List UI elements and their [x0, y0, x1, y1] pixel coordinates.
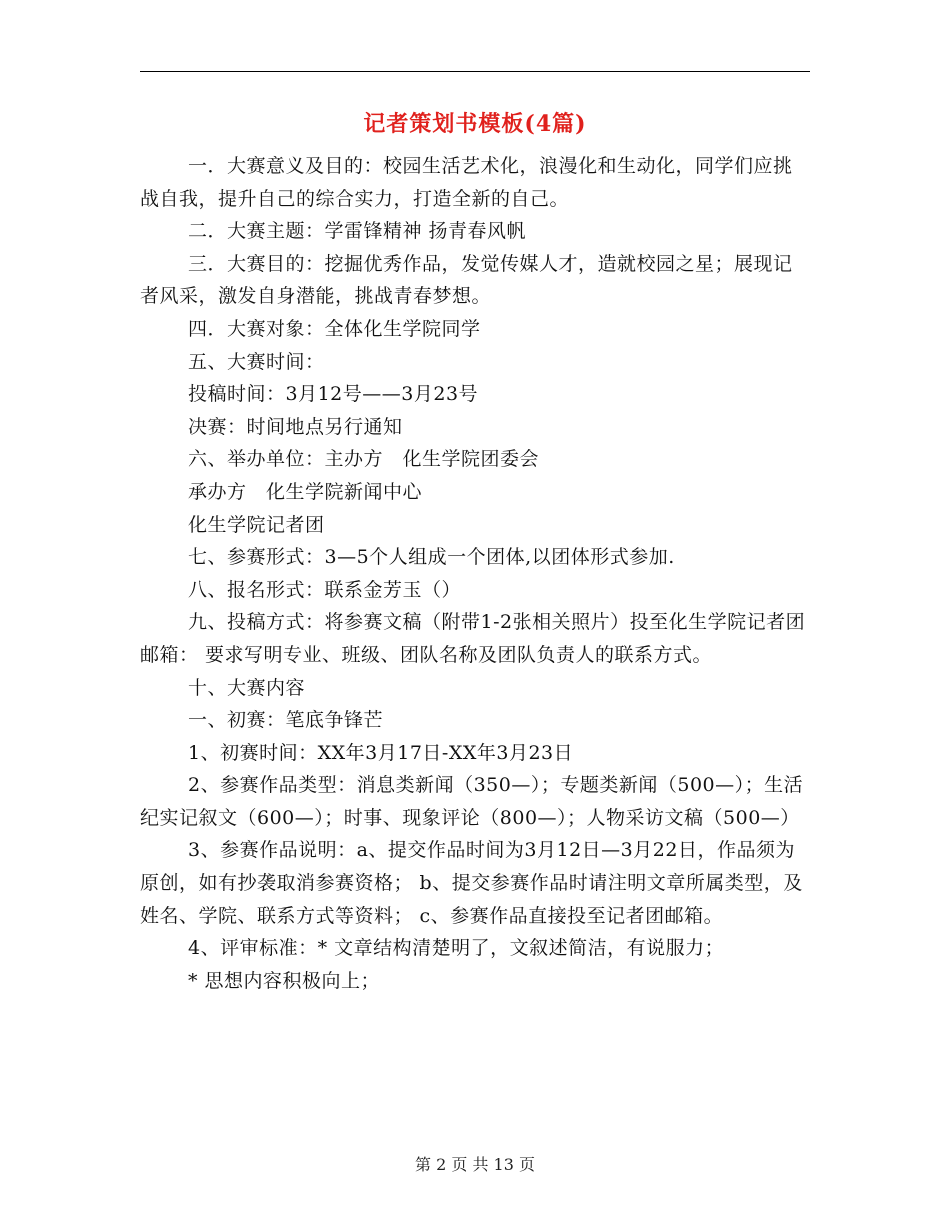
paragraph-entry-notes: 3、参赛作品说明：a、提交作品时间为3月12日—3月22日，作品须为原创，如有抄袭取消参赛资格； b、提交参赛作品时请注明文章所属类型，及姓名、学院、联系方式等资料； c、参赛作品直接投至记者团邮箱。: [140, 839, 803, 927]
paragraph-registration: 八、报名形式：联系金芳玉（）: [188, 578, 462, 601]
paragraph-format: 七、参赛形式：3—5个人组成一个团体,以团体形式参加.: [188, 546, 675, 569]
paragraph-preliminary: 一、初赛：笔底争锋芒: [188, 709, 384, 732]
page-number: 第 2 页 共 13 页: [415, 1155, 535, 1174]
paragraph-goal: 三．大赛目的：挖掘优秀作品，发觉传媒人才，造就校园之星；展现记者风采，激发自身潜能，挑战青春梦想。: [140, 252, 793, 308]
paragraph-submission-method: 九、投稿方式：将参赛文稿（附带1-2张相关照片）投至化生学院记者团邮箱： 要求写明专业、班级、团队名称及团队负责人的联系方式。: [140, 611, 806, 666]
paragraph-organizer: 六、举办单位：主办方 化生学院团委会: [188, 448, 540, 471]
paragraph-entry-types: 2、参赛作品类型：消息类新闻（350—）；专题类新闻（500—）；生活纪实记叙文（600—）；时事、现象评论（800—）；人物采访文稿（500—）: [140, 774, 804, 829]
paragraph-content-heading: 十、大赛内容: [188, 676, 306, 699]
paragraph-co-organizer: 承办方 化生学院新闻中心: [188, 480, 423, 503]
paragraph-purpose: 一．大赛意义及目的：校园生活艺术化，浪漫化和生动化，同学们应挑战自我，提升自己的综合实力，打造全新的自己。: [140, 155, 793, 210]
header-rule: [140, 71, 810, 72]
document-body: [140, 150, 810, 997]
paragraph-reporter-group: 化生学院记者团: [188, 513, 325, 536]
paragraph-time-heading: 五、大赛时间：: [188, 350, 325, 373]
paragraph-theme: 二．大赛主题：学雷锋精神 扬青春风帆: [188, 220, 527, 243]
paragraph-preliminary-time: 1、初赛时间：XX年3月17日-XX年3月23日: [188, 741, 574, 764]
paragraph-criteria: 4、评审标准：* 文章结构清楚明了，文叙述简洁，有说服力；: [188, 937, 725, 960]
paragraph-submission-time: 投稿时间：3月12号——3月23号: [188, 383, 479, 406]
paragraph-audience: 四．大赛对象：全体化生学院同学: [188, 317, 481, 340]
paragraph-final: 决赛：时间地点另行通知: [188, 415, 403, 438]
paragraph-criteria-item: * 思想内容积极向上；: [188, 969, 381, 992]
document-title: 记者策划书模板(4篇): [363, 111, 587, 137]
